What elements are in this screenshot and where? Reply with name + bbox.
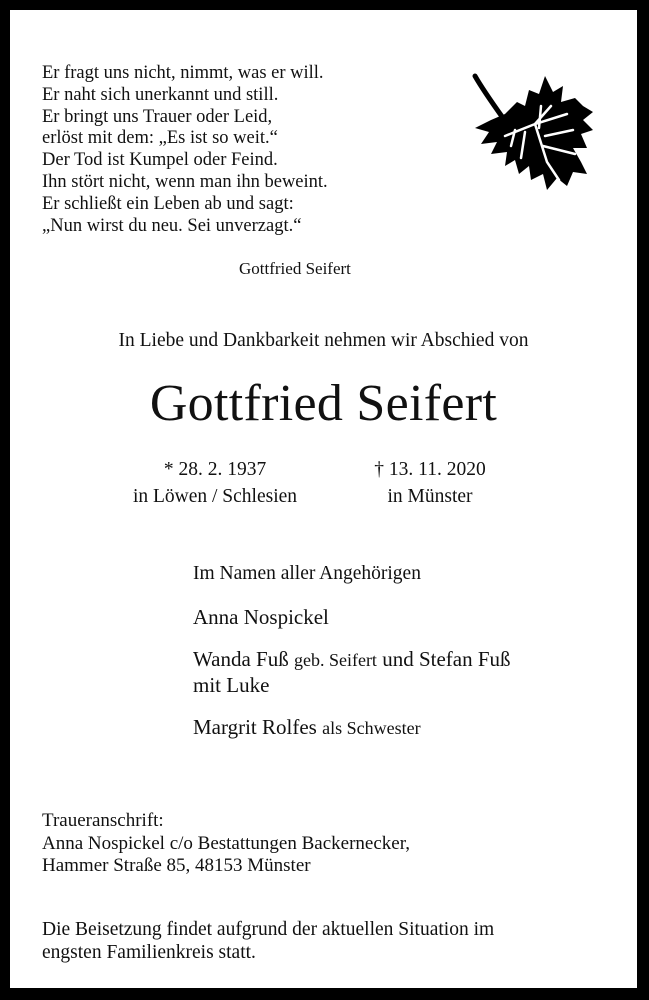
address-label: Traueranschrift: xyxy=(42,810,164,831)
death-date: † 13. 11. 2020 xyxy=(374,459,486,480)
mourner-line2: mit Luke xyxy=(193,673,270,697)
deceased-name: Gottfried Seifert xyxy=(149,375,498,432)
poem-line: Er schließt ein Leben ab und sagt: xyxy=(42,193,294,214)
poem-line: Der Tod ist Kumpel oder Feind. xyxy=(42,150,278,171)
poem-line: Er bringt uns Trauer oder Leid, xyxy=(42,106,273,127)
mourner-name: Wanda Fuß xyxy=(193,647,289,671)
maple-leaf-icon xyxy=(455,62,605,197)
poem-line: Ihn stört nicht, wenn man ihn beweint. xyxy=(42,171,328,192)
burial-line: engsten Familienkreis statt. xyxy=(42,942,256,963)
mourner-entry xyxy=(193,647,511,672)
poem-line: erlöst mit dem: „Es ist so weit.“ xyxy=(42,128,278,149)
birth-info xyxy=(110,456,320,510)
mourner-entry xyxy=(193,715,421,740)
death-info xyxy=(360,456,500,510)
mourner-note: geb. Seifert xyxy=(293,650,377,670)
death-place: in Münster xyxy=(387,486,473,507)
mourner-note: als Schwester xyxy=(322,718,421,738)
birth-date: * 28. 2. 1937 xyxy=(163,459,267,480)
mourner-name: Anna Nospickel xyxy=(193,605,329,629)
mourning-address xyxy=(42,810,410,878)
mourner-name: Margrit Rolfes xyxy=(193,715,317,739)
poem-line: Er fragt uns nicht, nimmt, was er will. xyxy=(42,63,324,83)
mourner-name: und Stefan Fuß xyxy=(382,647,511,671)
address-line: Hammer Straße 85, 48153 Münster xyxy=(42,855,311,876)
poem xyxy=(42,63,328,237)
obituary-card xyxy=(10,10,637,988)
birth-place: in Löwen / Schlesien xyxy=(132,486,298,507)
poem-line: Er naht sich unerkannt und still. xyxy=(42,84,279,105)
poem-author: Gottfried Seifert xyxy=(239,259,351,278)
burial-line: Die Beisetzung findet aufgrund der aktuellen Situation im xyxy=(42,919,495,940)
burial-notice xyxy=(42,918,494,964)
address-line: Anna Nospickel c/o Bestattungen Backernecker, xyxy=(42,832,411,854)
intro-text: In Liebe und Dankbarkeit nehmen wir Abschied von xyxy=(118,330,529,351)
poem-line: „Nun wirst du neu. Sei unverzagt.“ xyxy=(42,215,302,236)
mourners-heading: Im Namen aller Angehörigen xyxy=(193,563,421,584)
